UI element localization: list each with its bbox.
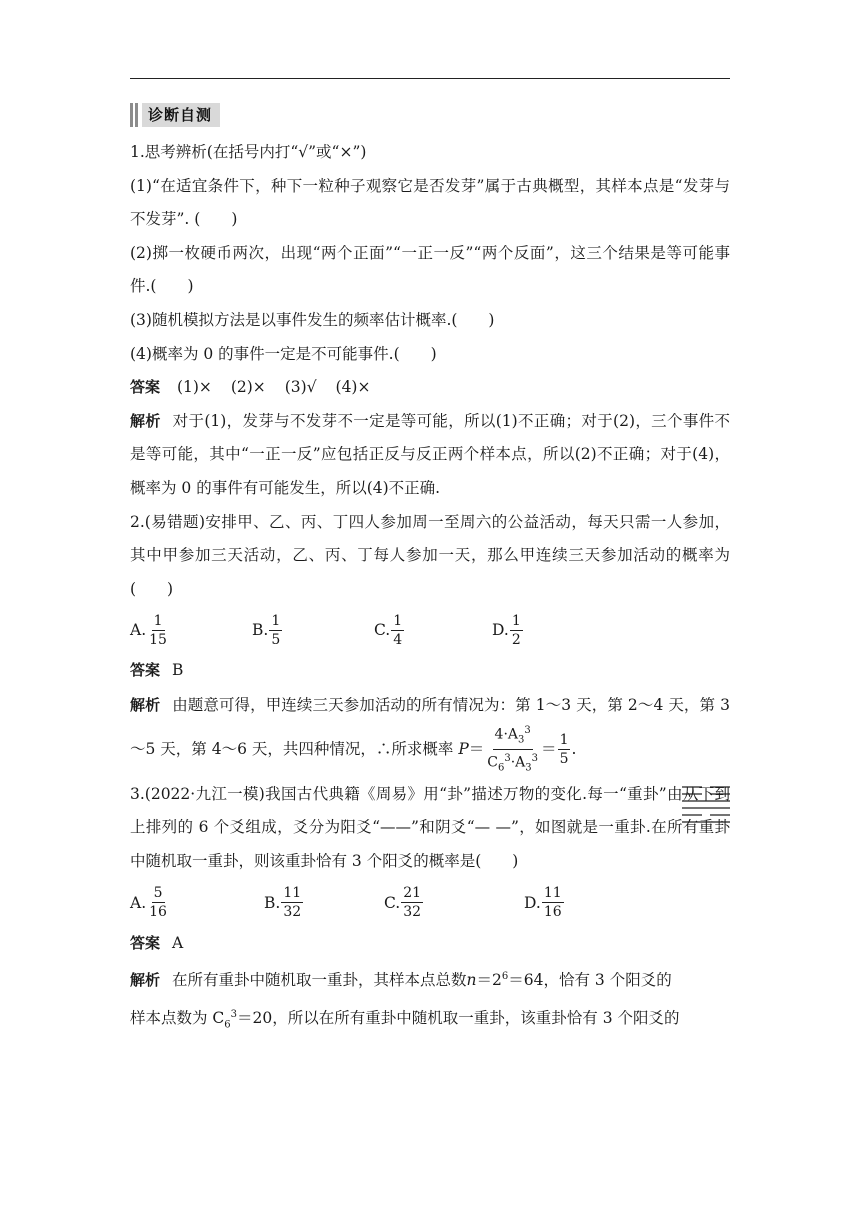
answer-label: 答案 — [130, 378, 161, 397]
q3-analysis-line-2: 样本点数为 $C_6^3=20$，所以在所有重卦中随机取一重卦，该重卦恰有 3 个阳爻的 — [130, 1008, 680, 1031]
option-fraction: $\frac{21}{32}$ — [403, 885, 422, 921]
analysis-label: 解析 — [130, 695, 161, 714]
option-a[interactable] — [130, 612, 252, 649]
answer-label: 答案 — [130, 933, 161, 952]
section-title: 诊断自测 — [142, 103, 220, 127]
q1-analysis — [130, 405, 730, 506]
option-b[interactable] — [264, 884, 384, 921]
option-fraction: $\frac{1}{5}$ — [271, 612, 281, 648]
q2-answer — [130, 654, 730, 688]
answer-value: (3)√ — [284, 378, 317, 397]
option-a[interactable] — [130, 884, 264, 921]
q3-prompt: 3.(2022·九江一模)我国古代典籍《周易》用“卦”描述万物的变化.每一“重卦”由从下到上排列的 6 个爻组成，爻分为阳爻“——”和阴爻“— —”，如图就是一重卦.在所有重卦中随机取一重卦，则该重卦恰有 3 个阳爻的概率是( ) — [130, 784, 730, 870]
q1-item-1: (1)“在适宜条件下，种下一粒种子观察它是否发芽”属于古典概型，其样本点是“发芽与不发芽”. ( ) — [130, 176, 730, 229]
option-c[interactable] — [374, 612, 492, 649]
analysis-label: 解析 — [130, 411, 161, 430]
q3-answer — [130, 927, 730, 961]
answer-value: (4)× — [335, 378, 371, 397]
option-fraction: $\frac{1}{2}$ — [511, 612, 521, 648]
answer-value: (2)× — [230, 378, 266, 397]
top-rule — [130, 78, 730, 79]
option-label: D. — [492, 621, 509, 640]
option-label: C. — [384, 893, 401, 912]
option-label: B. — [264, 893, 281, 912]
q3-analysis-line-1: 解析 在所有重卦中随机取一重卦，其样本点总数$n=2^6=64$，恰有 3 个阳爻的 — [130, 971, 672, 990]
q1-prompt: 1.思考辨析(在括号内打“√”或“×”) — [130, 143, 367, 161]
answer-value: (1)× — [176, 378, 212, 397]
answer-label: 答案 — [130, 661, 161, 680]
option-d[interactable] — [524, 884, 565, 921]
answer-value: A — [172, 933, 184, 952]
q3-options — [130, 879, 730, 927]
probability-fraction: $\frac{4\cdot A_3^3}{C_6^3\cdot A_3^3}$ — [485, 722, 540, 778]
header-stripes — [130, 103, 138, 127]
analysis-text: 由题意可得，甲连续三天参加活动的所有情况为：第 1～3 天，第 2～4 天，第 3～5 天，第 4～6 天，共四种情况，∴所求概率 — [130, 695, 730, 758]
q1-item-4: (4)概率为 0 的事件一定是不可能事件.( ) — [130, 344, 437, 363]
result-fraction: $\frac{1}{5}$ — [559, 732, 569, 768]
probability-variable: P — [458, 739, 469, 758]
q1-item-2: (2)掷一枚硬币两次，出现“两个正面”“一正一反”“两个反面”，这三个结果是等可能事件.( ) — [130, 243, 730, 296]
option-label: C. — [374, 621, 391, 640]
q1-answer — [130, 371, 730, 405]
q2-options — [130, 606, 730, 654]
q3-block — [130, 778, 730, 879]
option-label: A. — [130, 893, 147, 912]
option-b[interactable] — [252, 612, 374, 649]
option-label: D. — [524, 893, 541, 912]
option-fraction: $\frac{1}{4}$ — [393, 612, 403, 648]
option-label: A. — [130, 621, 147, 640]
answer-value: B — [172, 661, 184, 680]
option-c[interactable] — [384, 884, 524, 921]
analysis-label: 解析 — [130, 971, 161, 990]
q1-item-3: (3)随机模拟方法是以事件发生的频率估计概率.( ) — [130, 310, 495, 329]
section-header — [130, 102, 220, 128]
q2-analysis: 解析 由题意可得，甲连续三天参加活动的所有情况为：第 1～3 天，第 2～4 天，第 3～5 天，第 4～6 天，共四种情况，∴所求概率 P＝ $\frac{4\cdot A_3^3}{C_6^3\cdot A_3^3}$ ＝ $\frac{1}{5}$ . — [130, 688, 730, 778]
option-fraction: $\frac{5}{16}$ — [149, 885, 167, 921]
option-label: B. — [252, 621, 269, 640]
option-fraction: $\frac{1}{15}$ — [149, 612, 167, 648]
option-fraction: $\frac{11}{32}$ — [283, 885, 302, 921]
content — [130, 136, 730, 1042]
q2-prompt: 2.(易错题)安排甲、乙、丙、丁四人参加周一至周六的公益活动，每天只需一人参加，其中甲参加三天活动，乙、丙、丁每人参加一天，那么甲连续三天参加活动的概率为( ) — [130, 512, 730, 598]
hexagram-figure — [682, 784, 730, 828]
option-fraction: $\frac{11}{16}$ — [543, 885, 562, 921]
analysis-text: 对于(1)，发芽与不发芽不一定是等可能，所以(1)不正确；对于(2)，三个事件不是等可能，其中“一正一反”应包括正反与反正两个样本点，所以(2)不正确；对于(4)，概率为 0 的事件有可能发生，所以(4)不正确. — [130, 411, 730, 497]
option-d[interactable] — [492, 612, 524, 649]
